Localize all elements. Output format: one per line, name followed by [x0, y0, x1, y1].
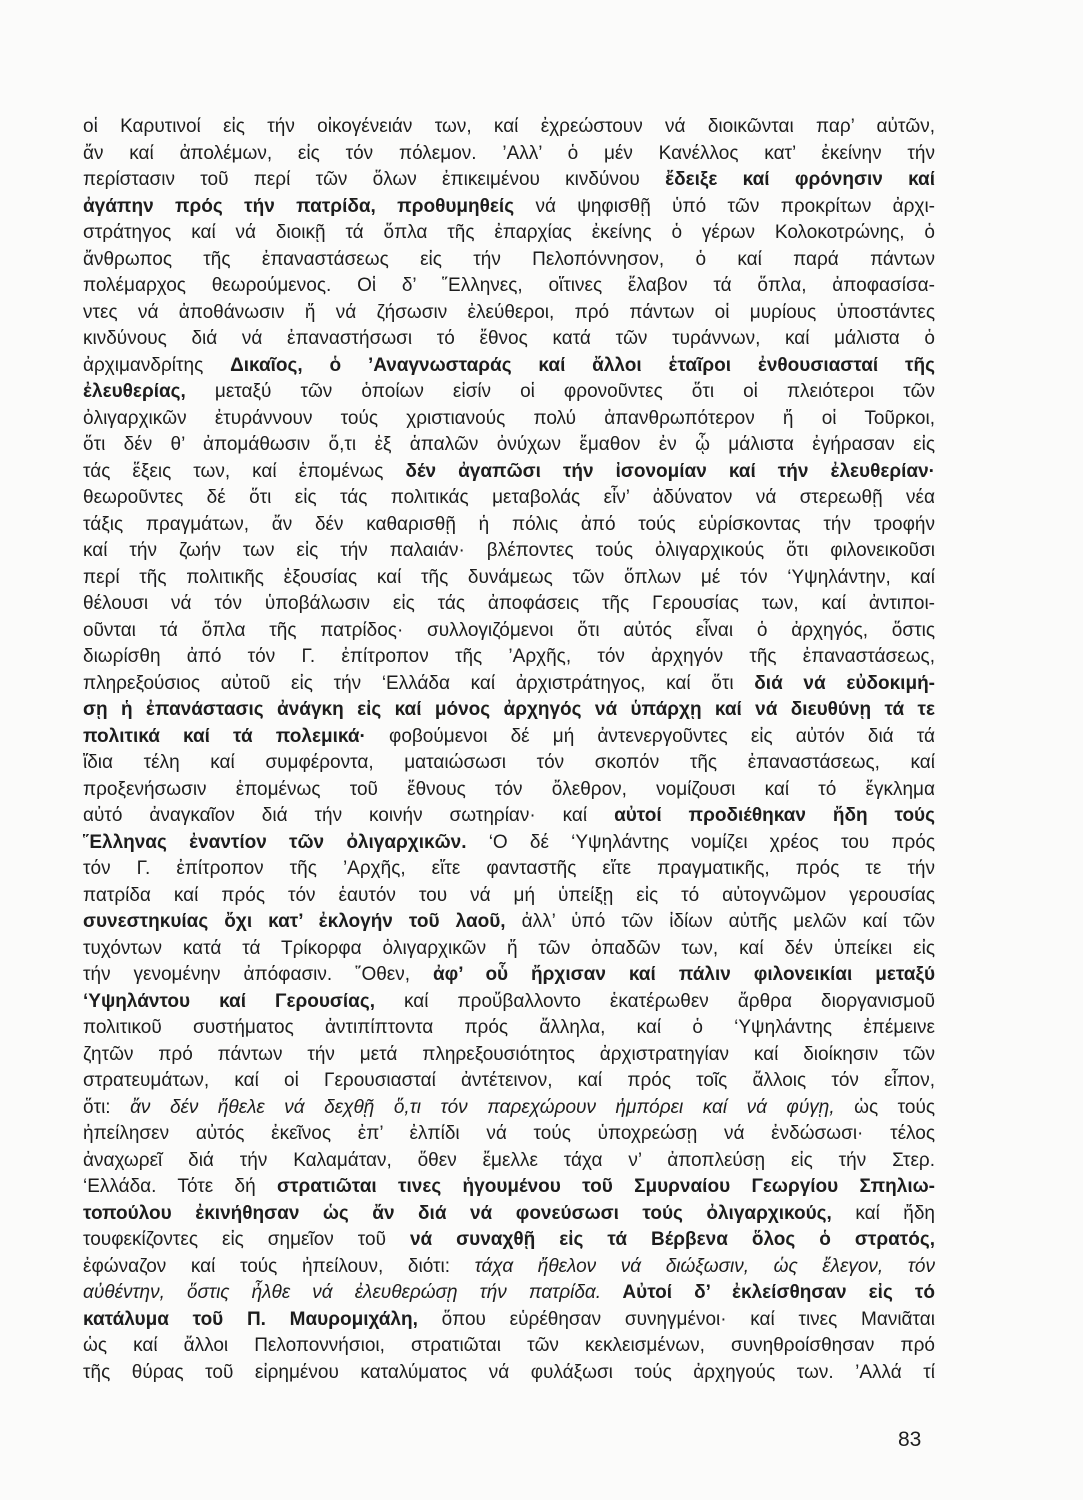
- text-segment: πατρίδα καί πρός τόν ἑαυτόν του νά μή ὑπείξῃ εἰς τό αὐτογνῶμον γερουσίας: [83, 884, 935, 906]
- text-segment: στρατευμάτων, καί οἱ Γερουσιασταί ἀντέτεινον, καί πρός τοῖς ἄλλοις τόν εἶπον,: [83, 1070, 935, 1091]
- text-segment: πολέμαρχος θεωρούμενος. Οἱ δ’ ῞Ελληνες, οἵτινες ἔλαβον τά ὅπλα, ἀποφασίσα-: [83, 275, 935, 296]
- text-line: [83, 856, 935, 883]
- text-segment: ἐφώναζον καί τούς ἠπείλουν, διότι:: [83, 1255, 475, 1277]
- text-segment: αὐτό ἀναγκαῖον διά τήν κοινήν σωτηρίαν· καί: [83, 805, 615, 826]
- text-segment: περί τῆς πολιτικῆς ἐξουσίας καί τῆς δυνάμεως τῶν ὅπλων μέ τόν ‘Υψηλάντην, καί: [83, 566, 935, 588]
- text-line: [83, 194, 935, 221]
- text-segment: ὅτι:: [83, 1096, 131, 1118]
- text-line: [83, 485, 935, 512]
- text-line: [83, 353, 935, 380]
- text-line: [83, 750, 935, 777]
- text-line: [83, 141, 935, 168]
- text-segment: καί τήν ζωήν των εἰς τήν παλαιάν· βλέποντες τούς ὀλιγαρχικούς ὅτι φιλονεικοῦσι: [83, 540, 935, 561]
- bold-text-segment: ἀγάπην πρός τήν πατρίδα, προθυμηθείς: [83, 195, 515, 217]
- bold-text-segment: σῃ ἡ ἐπανάστασις ἀνάγκη εἰς καί μόνος ἀρχηγός νά ὑπάρχῃ καί νά διευθύνῃ τά τε: [83, 699, 935, 720]
- text-line: [83, 1174, 935, 1201]
- text-line: [83, 777, 935, 804]
- text-segment: τῆς θύρας τοῦ εἰρημένου καταλύματος νά φυλάξωσι τούς ἀρχηγούς των. ’Αλλά τί: [83, 1361, 935, 1383]
- text-segment: οῦνται τά ὅπλα τῆς πατρίδος· συλλογιζόμενοι ὅτι αὐτός εἶναι ὁ ἀρχηγός, ὅστις: [83, 619, 935, 641]
- text-segment: ντες νά ἀποθάνωσιν ἤ νά ζήσωσιν ἐλεύθεροι, πρό πάντων οἱ μυρίους ὑποστάντες: [83, 301, 935, 323]
- text-segment: προξενήσωσιν ἑπομένως τοῦ ἔθνους τόν ὄλεθρον, νομίζουσι καί τό ἔγκλημα: [83, 778, 935, 800]
- text-segment: τυχόντων κατά τά Τρίκορφα ὀλιγαρχικῶν ἤ τῶν ὀπαδῶν των, καί δέν ὑπείκει εἰς: [83, 937, 935, 959]
- text-line: [83, 300, 935, 327]
- text-segment: πολιτικοῦ συστήματος ἀντιπίπτοντα πρός ἄλληλα, καί ὁ ‘Υψηλάντης ἐπέμεινε: [83, 1017, 935, 1038]
- text-segment: τουφεκίζοντες εἰς σημεῖον τοῦ: [83, 1229, 410, 1250]
- text-line: [83, 565, 935, 592]
- text-segment: ἄν καί ἀπολέμων, εἰς τόν πόλεμον. ’Αλλ’ ὁ μέν Κανέλλος κατ’ ἐκείνην τήν: [83, 142, 935, 164]
- bold-text-segment: νά συναχθῇ εἰς τά Βέρβενα ὅλος ὁ στρατός,: [409, 1229, 935, 1250]
- text-line: [83, 724, 935, 751]
- text-line: [83, 326, 935, 353]
- text-line: [83, 406, 935, 433]
- bold-text-segment: κατάλυμα τοῦ Π. Μαυρομιχάλη,: [83, 1308, 418, 1330]
- text-segment: ἴδια τέλη καί συμφέροντα, ματαιώσωσι τόν σκοπόν τῆς ἐπαναστάσεως, καί: [83, 752, 935, 773]
- text-line: [83, 1307, 935, 1334]
- text-segment: ζητῶν πρό πάντων τήν μετά πληρεξουσιότητος ἀρχιστρατηγίαν καί διοίκησιν τῶν: [83, 1043, 935, 1065]
- text-line: [83, 883, 935, 910]
- text-line: [83, 1015, 935, 1042]
- text-line: [83, 459, 935, 486]
- text-line: [83, 1068, 935, 1095]
- text-line: [83, 591, 935, 618]
- text-line: [83, 1095, 935, 1122]
- text-line: [83, 644, 935, 671]
- text-line: [83, 512, 935, 539]
- text-segment: ἀναχωρεῖ διά τήν Καλαμάταν, ὅθεν ἔμελλε τάχα ν’ ἀποπλεύσῃ εἰς τήν Στερ.: [83, 1149, 935, 1171]
- text-line: [83, 247, 935, 274]
- bold-text-segment: ἐλευθερίας,: [83, 381, 186, 402]
- bold-text-segment: Δικαῖος, ὁ ’Αναγνωσταράς καί ἄλλοι ἑταῖροι ἐνθουσιασταί τῆς: [230, 354, 935, 376]
- text-line: [83, 803, 935, 830]
- text-segment: καί ἤδη: [831, 1202, 935, 1224]
- text-segment: ὅπου εὑρέθησαν συνηγμένοι· καί τινες Μανιᾶται: [417, 1308, 935, 1330]
- bold-text-segment: Αὐτοί δ’ ἐκλείσθησαν εἰς τό: [601, 1282, 935, 1303]
- text-segment: ‘Ελλάδα. Τότε δή: [83, 1176, 278, 1197]
- text-segment: στράτηγος καί νά διοικῇ τά ὅπλα τῆς ἐπαρχίας ἐκείνης ὁ γέρων Κολοκοτρώνης, ὁ: [83, 222, 935, 243]
- text-line: [83, 273, 935, 300]
- bold-text-segment: δέν ἀγαπῶσι τήν ἰσονομίαν καί τήν ἐλευθερίαν·: [405, 460, 935, 482]
- text-segment: ὅτι δέν θ’ ἀπομάθωσιν ὅ,τι ἐξ ἁπαλῶν ὀνύχων ἔμαθον ἐν ᾧ μάλιστα ἐγήρασαν εἰς: [83, 434, 935, 455]
- text-segment: ὀλιγαρχικῶν ἐτυράννουν τούς χριστιανούς πολύ ἀπανθρωπότερον ἤ οἱ Τοῦρκοι,: [83, 407, 935, 429]
- text-segment: ὡς τούς: [834, 1096, 935, 1118]
- bold-text-segment: συνεστηκυίας ὄχι κατ’ ἐκλογήν τοῦ λαοῦ,: [83, 911, 506, 932]
- text-line: [83, 909, 935, 936]
- bold-text-segment: ‘Υψηλάντου καί Γερουσίας,: [83, 990, 376, 1012]
- bold-text-segment: ἀφ’ οὗ ἤρχισαν καί πάλιν φιλονεικίαι μεταξύ: [433, 964, 935, 985]
- text-segment: ‘Ο δέ ‘Υψηλάντης νομίζει χρέος του πρός: [466, 831, 935, 853]
- text-line: [83, 1360, 935, 1387]
- text-segment: καί προὔβαλλοντο ἑκατέρωθεν ἄρθρα διοργανισμοῦ: [375, 990, 935, 1012]
- italic-text-segment: ἄν δέν ἤθελε νά δεχθῇ ὅ,τι τόν παρεχώρουν ἠμπόρει καί νά φύγῃ,: [130, 1096, 835, 1118]
- text-line: [83, 936, 935, 963]
- text-line: [83, 432, 935, 459]
- text-segment: ἄνθρωπος τῆς ἐπαναστάσεως εἰς τήν Πελοπόννησον, ὁ καί παρά πάντων: [83, 248, 935, 270]
- text-segment: νά ψηφισθῇ ὑπό τῶν προκρίτων ἀρχι-: [514, 195, 935, 217]
- text-segment: τάς ἕξεις των, καί ἑπομένως: [83, 460, 406, 482]
- text-segment: ὡς καί ἄλλοι Πελοποννήσιοι, στρατιῶται τῶν κεκλεισμένων, συνηθροίσθησαν πρό: [83, 1335, 935, 1356]
- text-line: [83, 618, 935, 645]
- text-line: [83, 1148, 935, 1175]
- text-segment: ἠπείλησεν αὐτός ἐκεῖνος ἐπ’ ἐλπίδι νά τούς ὑποχρεώσῃ νά ἐνδώσωσι· τέλος: [83, 1123, 935, 1144]
- bold-text-segment: τοπούλου ἐκινήθησαν ὡς ἄν διά νά φονεύσωσι τούς ὀλιγαρχικούς,: [83, 1202, 832, 1224]
- text-segment: κινδύνους διά νά ἐπαναστήσωσι τό ἔθνος κατά τῶν τυράννων, καί μάλιστα ὁ: [83, 328, 935, 349]
- text-segment: θεωροῦντες δέ ὅτι εἰς τάς πολιτικάς μεταβολάς εἶν’ ἀδύνατον νά στερεωθῇ νέα: [83, 487, 935, 508]
- text-segment: περίστασιν τοῦ περί τῶν ὅλων ἐπικειμένου κινδύνου: [83, 169, 666, 190]
- text-line: [83, 1254, 935, 1281]
- text-segment: ἀρχιμανδρίτης: [83, 354, 231, 376]
- text-line: [83, 830, 935, 857]
- text-line: [83, 538, 935, 565]
- text-segment: πληρεξούσιος αὐτοῦ εἰς τήν ‘Ελλάδα καί ἀρχιστράτηγος, καί ὅτι: [83, 672, 755, 694]
- text-segment: τόν Γ. ἐπίτροπον τῆς ’Αρχῆς, εἴτε φανταστῆς εἴτε πραγματικῆς, πρός τε τήν: [83, 858, 935, 879]
- text-line: [83, 1333, 935, 1360]
- text-line: [83, 1121, 935, 1148]
- bold-text-segment: αὐτοί προδιέθηκαν ἤδη τούς: [614, 805, 935, 826]
- text-line: [83, 1280, 935, 1307]
- text-line: [83, 697, 935, 724]
- text-line: [83, 114, 935, 141]
- italic-text-segment: αὐθέντην, ὅστις ἦλθε νά ἐλευθερώσῃ τήν πατρίδα.: [83, 1282, 602, 1303]
- text-segment: οἱ Καρυτινοί εἰς τήν οἰκογένειάν των, καί ἐχρεώστουν νά διοικῶνται παρ’ αὐτῶν,: [83, 116, 935, 137]
- text-line: [83, 962, 935, 989]
- text-line: [83, 379, 935, 406]
- text-segment: φοβούμενοι δέ μή ἀντενεργοῦντες εἰς αὐτόν διά τά: [365, 725, 935, 747]
- bold-text-segment: στρατιῶται τινες ἡγουμένου τοῦ Σμυρναίου Γεωργίου Σπηλιω-: [277, 1176, 935, 1197]
- text-segment: τάξις πραγμάτων, ἄν δέν καθαρισθῇ ἡ πόλις ἀπό τούς εὑρίσκοντας τήν τροφήν: [83, 513, 935, 535]
- text-line: [83, 220, 935, 247]
- text-segment: θέλουσι νά τόν ὑποβάλωσιν εἰς τάς ἀποφάσεις τῆς Γερουσίας των, καί ἀντιποι-: [83, 593, 935, 614]
- bold-text-segment: διά νά εὐδοκιμή-: [754, 672, 936, 694]
- text-line: [83, 1042, 935, 1069]
- bold-text-segment: ἔδειξε καί φρόνησιν καί: [665, 169, 935, 190]
- page-number: 83: [898, 1428, 922, 1451]
- text-line: [83, 1201, 935, 1228]
- text-segment: τήν γενομένην ἀπόφασιν. ῞Οθεν,: [83, 964, 433, 985]
- text-segment: διωρίσθη ἀπό τόν Γ. ἐπίτροπον τῆς ’Αρχῆς, τόν ἀρχηγόν τῆς ἐπαναστάσεως,: [83, 646, 935, 667]
- text-line: [83, 671, 935, 698]
- text-line: [83, 167, 935, 194]
- text-segment: μεταξύ τῶν ὁποίων εἰσίν οἱ φρονοῦντες ὅτι οἱ πλειότεροι τῶν: [185, 381, 935, 402]
- text-line: [83, 989, 935, 1016]
- italic-text-segment: τάχα ἤθελον νά διώξωσιν, ὡς ἔλεγον, τόν: [474, 1255, 935, 1277]
- text-line: [83, 1227, 935, 1254]
- bold-text-segment: ῞Ελληνας ἐναντίον τῶν ὀλιγαρχικῶν.: [83, 831, 467, 853]
- text-segment: ἀλλ’ ὑπό τῶν ἰδίων αὐτῆς μελῶν καί τῶν: [505, 911, 935, 932]
- body-text: [83, 114, 935, 1386]
- bold-text-segment: πολιτικά καί τά πολεμικά·: [83, 725, 366, 747]
